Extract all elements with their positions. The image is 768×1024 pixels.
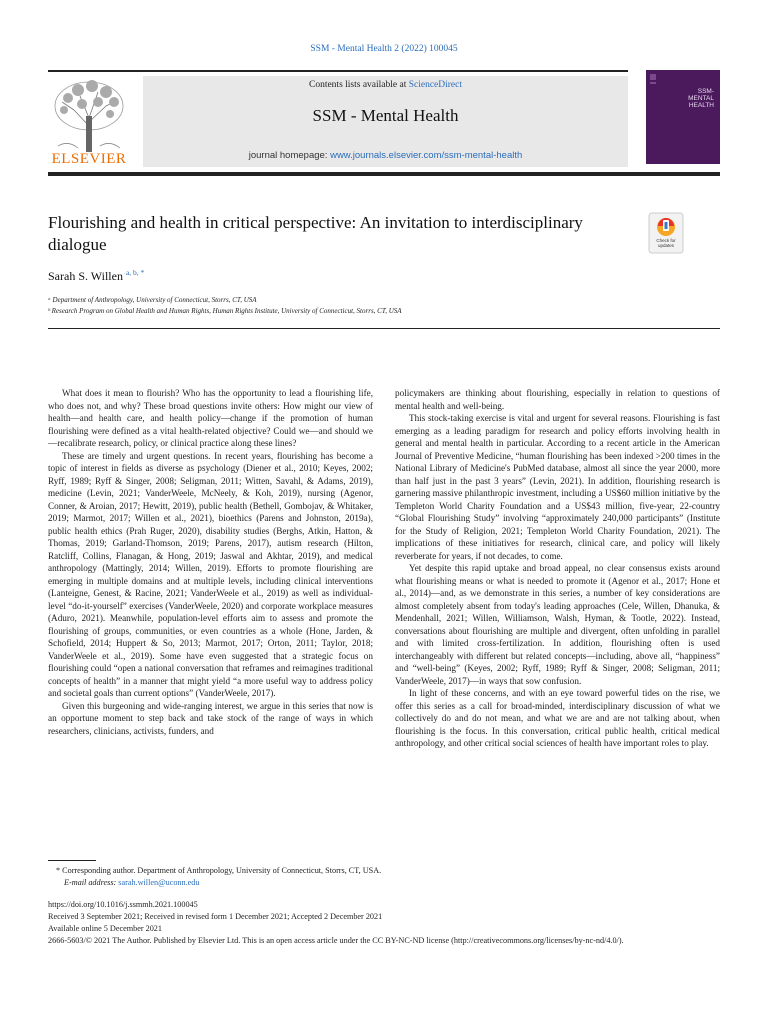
doi-link[interactable]: https://doi.org/10.1016/j.ssmmh.2021.100045	[48, 900, 198, 909]
body-paragraph: Yet despite this rapid uptake and broad appeal, no clear consensus exists around what flourishing means or what is needed to promote it (Agenor et al., 2017; Hone et al., 2014)—and, as we demonstrate in this series, a number of key considerations are almost completely absent from today's leading approaches (Cele, Willen, Dhanuka, & Mendenhall, 2021; Willen, Williamson, Walsh, Hyman, & Tootle, 2022). Instead, conversations about flourishing are multiple and divergent, often unfolding in parallel and with limited cross-fertilization. In addition, flourishing often is used interchangeably with different but related concepts—including, above all, “happiness” and “well-being” (Keyes, 2002; Ryff, 1989; Ryff & Singer, 2008; Seligman, 2011; VanderWeele, 2017)—in ways that sow confusion.	[395, 563, 720, 686]
email-link[interactable]: sarah.willen@uconn.edu	[118, 878, 200, 887]
body-paragraph: These are timely and urgent questions. In recent years, flourishing has become a topic of interest in fields as diverse as psychology (Diener et al., 2010; Keyes, 2002; Ryff, 1989; Ryff & Singer, 2008; Seligman, 2011; Witten, Savahl, & Adams, 2019), medicine (Levin, 2021; VanderWeele, McNeely, & Koh, 2019), nursing (Agenor, Conner, & Aroian, 2017; Hewitt, 2019), public health (Bethell, Gombojav, & Whitaker, 2019; Marmot, 2017; Willen et al., 2021), bioethics (Parens and Johnston, 2019a), public health ethics (Prah Ruger, 2020), disability studies (Berghs, Atkin, Hatton, & Thomas, 2019; Garland-Thomson, 2019; Parens, 2017), autism research (Hilton, Ratcliff, Collins, Flanagan, & Hong, 2019; Jaswal and Akhtar, 2019), and medical anthropology (Mattingly, 2014; Willen, 2019). Efforts to promote flourishing are emerging in multiple domains and at multiple levels, including clinical interventions (Lanteigne, Genest, & Racine, 2021; VanderWeele et al., 2019) as well as individual-level “do-it-yourself” exercises (VanderWeele, 2020) and corporate workplace measures (Aduro, 2021). Meanwhile, population-level efforts aim to assess and promote the flourishing of groups, communities, or even countries as a whole (Hone, Jarden, & Schofield, 2014; Huppert & So, 2013; Marmot, 2017; Orton, 2011; Taylor, 2018; VanderWeele et al., 2019). Some have even suggested that a strategic focus on flourishing could “open a national conversation that reframes and reimagines traditional concepts of health” in a manner that might yield “a more useful way to address policy and societal goals than current options” (VanderWeele, 2017).	[48, 450, 373, 698]
journal-header-box	[143, 76, 628, 167]
author-affiliation-marks[interactable]: a, b, *	[125, 268, 145, 277]
homepage-line	[143, 150, 628, 161]
sciencedirect-link[interactable]: ScienceDirect	[408, 80, 462, 90]
tree-icon	[48, 76, 130, 154]
body-paragraph: In light of these concerns, and with an eye toward powerful tides on the rise, we offer this series as a call for broad-minded, interdisciplinary discussion of what we collectively do and do not mean, and what we are and are not talking about, when flourishing is the focus. In this conversation, critical public health, critical medical anthropology, and other critical social sciences of health have important roles to play.	[395, 688, 720, 748]
elsevier-logo[interactable]	[48, 76, 130, 168]
affiliation-rule	[48, 328, 720, 329]
email-line	[64, 877, 200, 888]
body-paragraph: What does it mean to flourish? Who has the opportunity to lead a flourishing life, who does not, and why? These broad questions invite others: How might our view of health—and health care, and health policy—change if the promotion of human flourishing were defined as a vital health-related objective? Could we—and should we—recalibrate research, policy, or clinical practice along these lines?	[48, 388, 373, 448]
affiliation-b: ᵇ Research Program on Global Health and Human Rights, Human Rights Institute, University of Connecticut, Storrs, CT, USA	[48, 307, 402, 315]
header-top-rule	[48, 70, 628, 72]
check-for-updates-badge[interactable]	[648, 212, 684, 254]
cover-title	[664, 88, 714, 109]
affiliation-a: ᵃ Department of Anthropology, University of Connecticut, Storrs, CT, USA	[48, 296, 257, 304]
check-updates-label: Check for updates	[656, 238, 676, 248]
footnote-rule	[48, 860, 96, 861]
journal-cover-thumbnail[interactable]	[646, 70, 720, 164]
cover-title-line: MENTAL	[688, 95, 714, 102]
author-line	[48, 268, 144, 284]
received-dates: Received 3 September 2021; Received in revised form 1 December 2021; Accepted 2 December 2021	[48, 912, 383, 921]
cover-title-line: HEALTH	[688, 102, 714, 109]
body-paragraph: Given this burgeoning and wide-ranging interest, we argue in this series that now is an opportune moment to step back and take stock of the range of ways in which researchers, clinicians, activists, funders, and	[48, 700, 373, 736]
header-bottom-rule	[48, 172, 720, 176]
corresponding-author-note: * Corresponding author. Department of Anthropology, University of Connecticut, Storrs, CT, USA.	[56, 866, 382, 875]
author-name: Sarah S. Willen	[48, 269, 123, 283]
body-column-left	[48, 387, 373, 737]
available-online-date: Available online 5 December 2021	[48, 924, 162, 933]
elsevier-wordmark: ELSEVIER	[51, 151, 127, 167]
contents-prefix: Contents lists available at	[308, 80, 409, 90]
cover-title-line: SSM-	[697, 88, 714, 95]
body-paragraph: policymakers are thinking about flourishing, especially in relation to questions of mental health and well-being.	[395, 388, 720, 411]
journal-title: SSM - Mental Health	[312, 106, 459, 125]
body-column-right	[395, 387, 720, 750]
cover-pattern-icon	[646, 70, 720, 164]
homepage-link[interactable]: www.journals.elsevier.com/ssm-mental-health	[330, 150, 523, 161]
contents-line	[143, 80, 628, 90]
journal-reference-link[interactable]: SSM - Mental Health 2 (2022) 100045	[310, 44, 458, 54]
body-paragraph: This stock-taking exercise is vital and urgent for several reasons. Flourishing is fast emerging as a leading paradigm for research and policy efforts involving health in general and mental health in particular. According to a recent article in the American Journal of Preventive Medicine, “human flourishing has been indexed >200 times in the National Library of Medicine's PubMed database, almost all since the year 2000, more than half just in the past 3 years” (Levin, 2021). In addition, flourishing research is garnering massive philanthropic investment, including a US$60 million initiative by the Templeton World Charity Foundation and a US$43 million, five-year, 22-country “Global Flourishing Study” involving “approximately 240,000 participants” (Institute for the Study of Religion, 2021; Templeton World Charity Foundation, 2021). The implications of these initiatives for research, clinical care, and policy will likely reverberate for years, if not decades, to come.	[395, 413, 720, 561]
article-title: Flourishing and health in critical perspective: An invitation to interdisciplinary dialogue	[48, 213, 583, 254]
homepage-prefix: journal homepage:	[248, 150, 331, 161]
license-statement: 2666-5603/© 2021 The Author. Published by Elsevier Ltd. This is an open access article under the CC BY-NC-ND license (http://creativecommons.org/licenses/by-nc-nd/4.0/).	[48, 936, 624, 945]
email-label: E-mail address:	[64, 878, 119, 887]
